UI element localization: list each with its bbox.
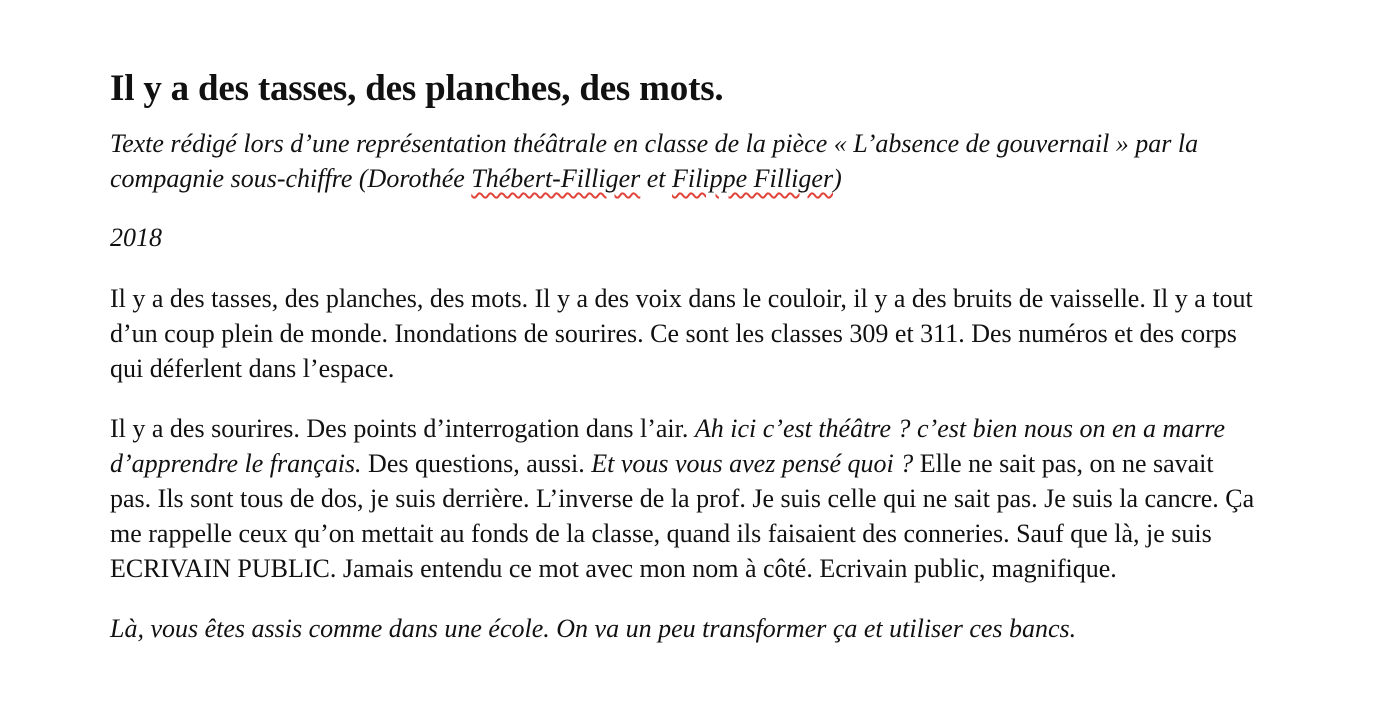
document-title: Il y a des tasses, des planches, des mots.	[110, 68, 724, 109]
paragraph-3: Là, vous êtes assis comme dans une école. On va un peu transformer ça et utiliser ces bancs.	[110, 614, 1077, 643]
misspelled-name-1[interactable]: Thébert-Filliger	[471, 164, 641, 193]
subtitle-text-3: )	[833, 164, 842, 193]
paragraph-1: Il y a des tasses, des planches, des mots. Il y a des voix dans le couloir, il y a des bruits de vaisselle. Il y a tout d’un coup plein de monde. Inondations de sourires. Ce sont les classes 309 et 311. Des numéros et des corps qui déferlent dans l’espace.	[110, 284, 1253, 383]
document-year: 2018	[110, 223, 162, 252]
paragraph-2-text-3: Elle ne sait pas, on ne savait pas. Ils sont tous de dos, je suis derrière. L’inverse de la prof. Je suis celle qui ne sait pas. Je suis la cancre. Ça me rappelle ceux qu’on mettait au fonds de la classe, quand ils faisaient des conneries. Sauf que là, je suis ECRIVAIN PUBLIC. Jamais entendu ce mot avec mon nom à côté. Ecrivain public, magnifique.	[110, 449, 1255, 583]
document-subtitle	[110, 126, 1260, 196]
paragraph-2	[110, 411, 1260, 586]
paragraph-2-quote-2: Et vous vous avez pensé quoi ?	[591, 449, 914, 478]
subtitle-text-1: Texte rédigé lors d’une représentation théâtrale en classe de la pièce « L’absence de gouvernail » par la compagnie sous-chiffre (Dorothée	[110, 129, 1199, 193]
misspelled-name-2[interactable]: Filippe Filliger	[672, 164, 834, 193]
paragraph-2-quote-1: Ah ici c’est théâtre ? c’est bien nous on en a marre d’apprendre le français.	[110, 414, 1226, 478]
subtitle-text-2: et	[640, 164, 673, 193]
paragraph-2-text-1: Il y a des sourires. Des points d’interrogation dans l’air.	[110, 414, 695, 443]
paragraph-2-text-2: Des questions, aussi.	[361, 449, 592, 478]
document-page	[110, 64, 1260, 671]
